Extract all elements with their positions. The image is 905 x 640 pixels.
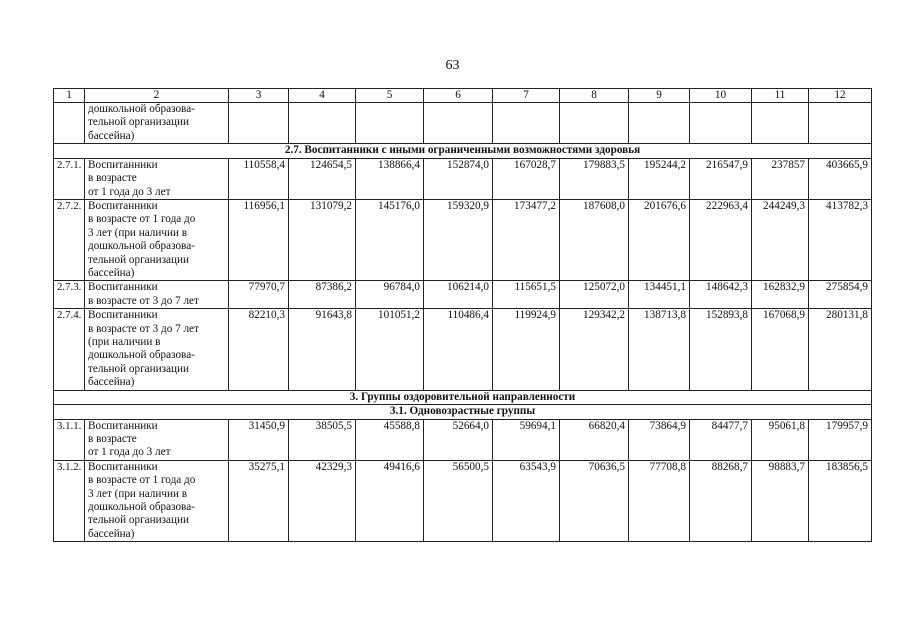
description-line: Воспитанники [88, 460, 158, 473]
value-cell: 45588,8 [356, 419, 424, 460]
value-cell: 125072,0 [560, 281, 629, 309]
row-code: 3.1.2. [54, 460, 85, 541]
value-cell: 152874,0 [424, 158, 493, 199]
section-heading-row [54, 390, 872, 405]
value-cell: 138713,8 [629, 309, 690, 390]
value-cell: 173477,2 [493, 199, 560, 280]
column-header: 5 [356, 89, 424, 103]
value-cell [289, 103, 356, 144]
section-heading-row [54, 144, 872, 159]
value-cell: 56500,5 [424, 460, 493, 541]
table-row [54, 281, 872, 309]
row-description [85, 309, 229, 390]
description-line: дошкольной образова- [88, 103, 195, 115]
value-cell [629, 103, 690, 144]
value-cell: 87386,2 [289, 281, 356, 309]
value-cell: 244249,3 [752, 199, 809, 280]
value-cell: 162832,9 [752, 281, 809, 309]
description-line: в возрасте [88, 172, 137, 185]
value-cell: 179883,5 [560, 158, 629, 199]
row-description [85, 419, 229, 460]
value-cell: 110486,4 [424, 309, 493, 390]
value-cell: 187608,0 [560, 199, 629, 280]
description-line: в возрасте от 1 года до [88, 213, 196, 226]
description-line: в возрасте от 3 до 7 лет [88, 294, 199, 307]
description-line: бассейна) [88, 376, 135, 389]
table-row [54, 103, 872, 144]
row-description [85, 281, 229, 309]
description-line: тельной организации [88, 116, 189, 129]
table-row [54, 309, 872, 390]
value-cell: 138866,4 [356, 158, 424, 199]
value-cell: 159320,9 [424, 199, 493, 280]
column-header: 10 [690, 89, 752, 103]
value-cell [424, 103, 493, 144]
value-cell: 77970,7 [229, 281, 289, 309]
description-line: дошкольной образова- [88, 349, 195, 362]
column-header: 3 [229, 89, 289, 103]
row-description [85, 199, 229, 280]
description-line: дошкольной образова- [88, 501, 195, 514]
row-code: 2.7.4. [54, 309, 85, 390]
description-line: 3 лет (при наличии в [88, 487, 188, 500]
value-cell [356, 103, 424, 144]
row-description [85, 460, 229, 541]
description-line: Воспитанники [88, 281, 158, 294]
table-row [54, 460, 872, 541]
description-line: Воспитанники [88, 199, 158, 212]
value-cell: 131079,2 [289, 199, 356, 280]
value-cell: 280131,8 [809, 309, 872, 390]
value-cell: 66820,4 [560, 419, 629, 460]
value-cell: 52664,0 [424, 419, 493, 460]
description-line: бассейна) [88, 129, 135, 142]
table-row [54, 158, 872, 199]
value-cell: 195244,2 [629, 158, 690, 199]
value-cell [809, 103, 872, 144]
description-line: в возрасте [88, 433, 137, 446]
description-line: от 1 года до 3 лет [88, 185, 171, 198]
row-code: 2.7.1. [54, 158, 85, 199]
value-cell: 237857 [752, 158, 809, 199]
description-line: бассейна) [88, 527, 135, 540]
description-line: тельной организации [88, 253, 189, 266]
value-cell: 201676,6 [629, 199, 690, 280]
value-cell: 145176,0 [356, 199, 424, 280]
table-row [54, 419, 872, 460]
column-header: 1 [54, 89, 85, 103]
value-cell: 167028,7 [493, 158, 560, 199]
value-cell: 124654,5 [289, 158, 356, 199]
description-line: Воспитанники [88, 309, 158, 322]
tariff-table [53, 88, 872, 542]
value-cell: 110558,4 [229, 158, 289, 199]
column-header: 8 [560, 89, 629, 103]
value-cell: 98883,7 [752, 460, 809, 541]
value-cell: 119924,9 [493, 309, 560, 390]
value-cell: 84477,7 [690, 419, 752, 460]
value-cell: 91643,8 [289, 309, 356, 390]
row-description [85, 103, 229, 144]
column-header: 11 [752, 89, 809, 103]
value-cell: 275854,9 [809, 281, 872, 309]
value-cell: 148642,3 [690, 281, 752, 309]
column-header: 2 [85, 89, 229, 103]
row-description [85, 158, 229, 199]
section-heading: 3.1. Одновозрастные группы [54, 405, 872, 420]
value-cell: 413782,3 [809, 199, 872, 280]
description-line: 3 лет (при наличии в [88, 226, 188, 239]
value-cell: 88268,7 [690, 460, 752, 541]
column-header: 9 [629, 89, 690, 103]
column-header: 6 [424, 89, 493, 103]
value-cell: 73864,9 [629, 419, 690, 460]
row-code: 2.7.2. [54, 199, 85, 280]
value-cell: 167068,9 [752, 309, 809, 390]
section-heading-row [54, 405, 872, 420]
description-line: в возрасте от 3 до 7 лет [88, 322, 199, 335]
table-row [54, 199, 872, 280]
value-cell: 216547,9 [690, 158, 752, 199]
value-cell: 403665,9 [809, 158, 872, 199]
row-code: 2.7.3. [54, 281, 85, 309]
value-cell: 35275,1 [229, 460, 289, 541]
value-cell: 49416,6 [356, 460, 424, 541]
value-cell: 82210,3 [229, 309, 289, 390]
value-cell: 106214,0 [424, 281, 493, 309]
description-line: в возрасте от 1 года до [88, 474, 196, 487]
value-cell: 38505,5 [289, 419, 356, 460]
column-header: 7 [493, 89, 560, 103]
description-line: бассейна) [88, 266, 135, 279]
value-cell: 77708,8 [629, 460, 690, 541]
value-cell: 222963,4 [690, 199, 752, 280]
value-cell: 116956,1 [229, 199, 289, 280]
section-heading: 3. Группы оздоровительной направленности [54, 390, 872, 405]
value-cell: 129342,2 [560, 309, 629, 390]
value-cell [560, 103, 629, 144]
value-cell: 59694,1 [493, 419, 560, 460]
value-cell [690, 103, 752, 144]
section-heading: 2.7. Воспитанники с иными ограниченными возможностями здоровья [54, 144, 872, 159]
value-cell: 95061,8 [752, 419, 809, 460]
row-code: 3.1.1. [54, 419, 85, 460]
column-header-row [54, 89, 872, 103]
description-line: тельной организации [88, 362, 189, 375]
value-cell: 183856,5 [809, 460, 872, 541]
value-cell [493, 103, 560, 144]
value-cell: 101051,2 [356, 309, 424, 390]
description-line: Воспитанники [88, 419, 158, 432]
description-line: (при наличии в [88, 336, 161, 348]
value-cell: 42329,3 [289, 460, 356, 541]
description-line: от 1 года до 3 лет [88, 446, 171, 459]
value-cell: 115651,5 [493, 281, 560, 309]
value-cell: 179957,9 [809, 419, 872, 460]
value-cell [752, 103, 809, 144]
value-cell: 31450,9 [229, 419, 289, 460]
description-line: Воспитанники [88, 158, 158, 171]
row-code [54, 103, 85, 144]
value-cell: 63543,9 [493, 460, 560, 541]
value-cell: 134451,1 [629, 281, 690, 309]
column-header: 12 [809, 89, 872, 103]
value-cell: 96784,0 [356, 281, 424, 309]
column-header: 4 [289, 89, 356, 103]
page-number: 63 [445, 58, 460, 73]
description-line: тельной организации [88, 514, 189, 527]
value-cell [229, 103, 289, 144]
value-cell: 70636,5 [560, 460, 629, 541]
description-line: дошкольной образова- [88, 240, 195, 253]
value-cell: 152893,8 [690, 309, 752, 390]
